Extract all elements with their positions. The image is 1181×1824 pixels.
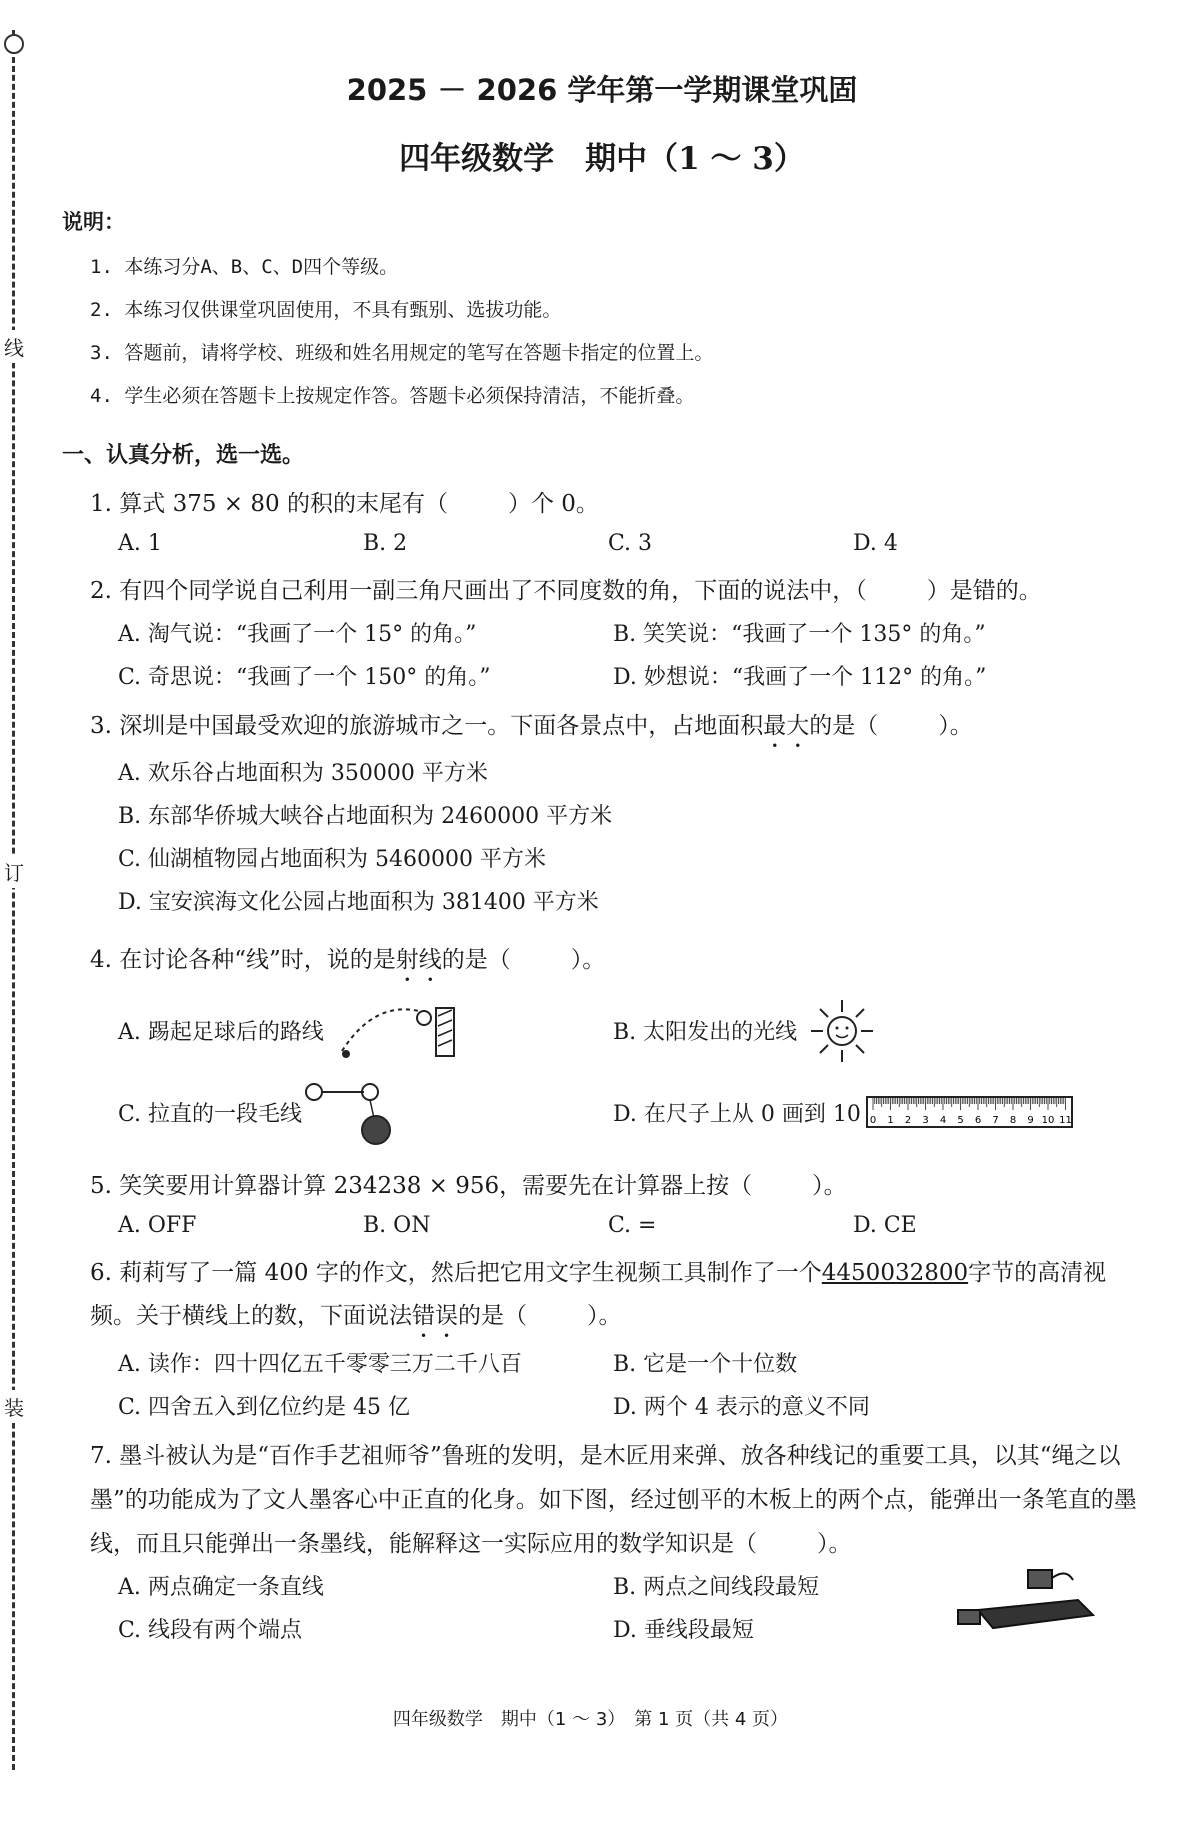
question-2-options-row1 [62, 617, 1142, 648]
ink-marker-tool-icon [948, 1560, 1098, 1640]
question-4-options-row1 [62, 995, 1142, 1067]
emphasis-text: 最大 [763, 713, 810, 740]
option-c: C. 仙湖植物园占地面积为 5460000 平方米 [118, 847, 547, 873]
ruler-label: 5 [957, 1114, 964, 1126]
emphasis-text: 错误 [412, 1303, 458, 1330]
option-b: B. 笑笑说：“我画了一个 135° 的角。” [613, 622, 986, 648]
question-1-options [62, 531, 1142, 556]
exam-page [62, 58, 1142, 1644]
option-a: A. 1 [118, 530, 162, 556]
binding-hole-mark [4, 34, 24, 54]
option-d: D. 两个 4 表示的意义不同 [613, 1395, 870, 1421]
exam-subtitle: 四年级数学 期中（1 ～ 3） [399, 141, 805, 177]
option-b: B. 东部华侨城大峡谷占地面积为 2460000 平方米 [118, 804, 613, 830]
option-c: C. 线段有两个端点 [118, 1618, 303, 1644]
ruler-label: 2 [904, 1114, 911, 1126]
ruler-label: 3 [922, 1114, 929, 1126]
question-4: 4. 在讨论各种“线”时，说的是射线的是（ ）。 [90, 946, 606, 973]
option-d: D. 妙想说：“我画了一个 112° 的角。” [613, 665, 987, 691]
option-c: C. 奇思说：“我画了一个 150° 的角。” [118, 665, 491, 691]
option-c: C. 四舍五入到亿位约是 45 亿 [118, 1395, 411, 1421]
ruler-label: 1 [887, 1114, 894, 1126]
option-b: B. 太阳发出的光线 [613, 996, 1108, 1066]
option-c: C. 拉直的一段毛线 [118, 1078, 613, 1148]
sun-icon [807, 996, 877, 1066]
yarn-icon [302, 1078, 412, 1148]
ruler-label: 6 [974, 1114, 981, 1126]
note-item: 4. 学生必须在答题卡上按规定作答。答题卡必须保持清洁，不能折叠。 [90, 385, 695, 407]
ruler-label: 7 [992, 1114, 999, 1126]
question-4-options-row2 [62, 1075, 1142, 1151]
margin-label-ding: 订 [4, 855, 24, 888]
page-footer: 四年级数学 期中（1 ～ 3） 第 1 页（共 4 页） [392, 1709, 789, 1730]
option-b: B. 它是一个十位数 [613, 1352, 798, 1378]
question-3: 3. 深圳是中国最受欢迎的旅游城市之一。下面各景点中，占地面积最大的是（ ）。 [90, 713, 973, 740]
question-6: 6. 莉莉写了一篇 400 字的作文，然后把它用文字生视频工具制作了一个4450032800字节的高清视频。关于横线上的数，下面说法错误的是（ ）。 [90, 1259, 1107, 1330]
question-6-options-row2 [62, 1390, 1142, 1421]
ruler-label: 11 [1058, 1114, 1072, 1126]
option-b: B. ON [363, 1212, 431, 1238]
question-3-options [62, 753, 1142, 925]
option-b: B. 两点之间线段最短 [613, 1575, 820, 1601]
question-7: 7. 墨斗被认为是“百作手艺祖师爷”鲁班的发明，是木匠用来弹、放各种线记的重要工具，以其“绳之以墨”的功能成为了文人墨客心中正直的化身。如下图，经过刨平的木板上的两个点，能弹出一条笔直的墨线，而且只能弹出一条墨线，能解释这一实际应用的数学知识是（ ）。 [90, 1443, 1137, 1557]
exam-title: 2025 － 2026 学年第一学期课堂巩固 [346, 73, 858, 107]
ruler-label: 9 [1027, 1114, 1034, 1126]
ruler-label: 10 [1041, 1114, 1055, 1126]
note-item: 1. 本练习分A、B、C、D四个等级。 [90, 256, 399, 278]
football-kick-icon [324, 996, 464, 1066]
option-d: D. 垂线段最短 [613, 1618, 754, 1644]
question-5: 5. 笑笑要用计算器计算 234238 × 956，需要先在计算器上按（ ）。 [90, 1172, 847, 1199]
option-d: D. 4 [853, 530, 898, 556]
emphasis-text: 射线 [395, 946, 442, 973]
binding-margin-line [12, 30, 15, 1770]
option-d: D. CE [853, 1212, 917, 1238]
underlined-number: 4450032800 [821, 1259, 969, 1286]
option-c: C. = [608, 1212, 657, 1238]
option-a: A. 踢起足球后的路线 [118, 996, 613, 1066]
note-item: 2. 本练习仅供课堂巩固使用，不具有甄别、选拔功能。 [90, 299, 562, 321]
margin-label-line: 线 [4, 330, 24, 363]
section-title: 一、认真分析，选一选。 [62, 443, 305, 468]
ruler-label: 8 [1009, 1114, 1016, 1126]
notes-heading: 说明： [62, 210, 125, 234]
question-6-options-row1 [62, 1347, 1142, 1378]
option-a: A. 淘气说：“我画了一个 15° 的角。” [118, 622, 477, 648]
margin-label-zhuang: 装 [4, 1390, 24, 1423]
question-1: 1. 算式 375 × 80 的积的末尾有（ ）个 0。 [90, 491, 599, 517]
ruler-icon [865, 1093, 1075, 1133]
option-a: A. 两点确定一条直线 [118, 1575, 324, 1601]
option-a: A. 欢乐谷占地面积为 350000 平方米 [118, 761, 488, 787]
question-5-options [62, 1213, 1142, 1238]
option-d: D. 宝安滨海文化公园占地面积为 381400 平方米 [118, 890, 599, 916]
option-a: A. OFF [118, 1212, 197, 1238]
ruler-label: 4 [939, 1114, 946, 1126]
option-c: C. 3 [608, 530, 653, 556]
question-2-options-row2 [62, 660, 1142, 691]
ruler-label: 0 [869, 1114, 876, 1126]
option-b: B. 2 [363, 530, 408, 556]
option-a: A. 读作：四十四亿五千零零三万二千八百 [118, 1352, 522, 1378]
question-2: 2. 有四个同学说自己利用一副三角尺画出了不同度数的角，下面的说法中，（ ）是错的。 [90, 577, 1042, 604]
option-d: D. 在尺子上从 0 画到 10 0 1 2 3 4 5 6 7 8 9 10 11 [613, 1093, 1108, 1133]
note-item: 3. 答题前，请将学校、班级和姓名用规定的笔写在答题卡指定的位置上。 [90, 342, 714, 364]
